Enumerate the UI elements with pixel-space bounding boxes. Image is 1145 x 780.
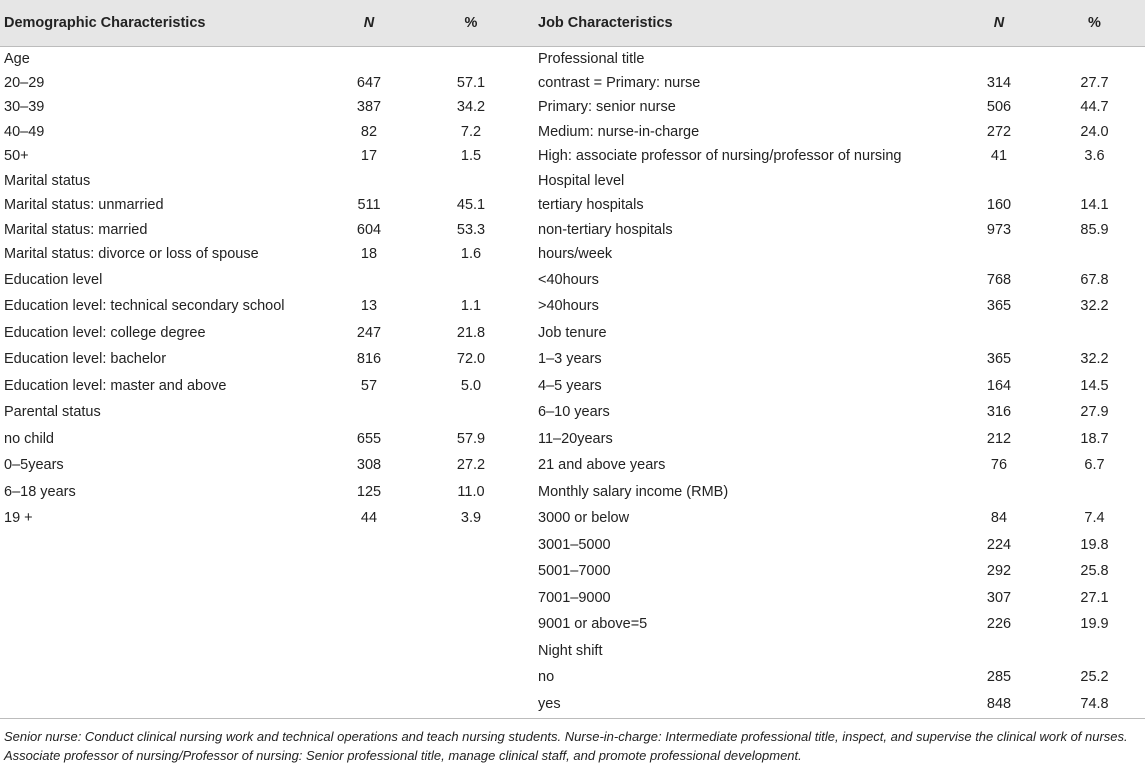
demographic-label: Education level: technical secondary school: [4, 298, 285, 315]
table-row: [0, 373, 1145, 400]
job-label: >40hours: [538, 298, 599, 315]
job-label: 5001–7000: [538, 563, 611, 580]
demographic-label: [0, 664, 330, 691]
demographic-pct: 27.2: [456, 457, 486, 474]
job-n: 316: [986, 404, 1012, 421]
table-row: [0, 95, 1145, 120]
demographic-pct: 21.8: [456, 324, 486, 341]
header-job: Job Characteristics: [534, 0, 954, 46]
table-row: [0, 664, 1145, 691]
table-row: [0, 346, 1145, 373]
demographic-pct: 1.5: [460, 148, 482, 165]
demographic-n: [330, 558, 408, 585]
table-body: [0, 46, 1145, 719]
demographic-pct: [408, 691, 534, 719]
demographic-label: Education level: [4, 271, 103, 288]
job-label: High: associate professor of nursing/professor of nursing: [538, 148, 902, 165]
demographic-n: [330, 585, 408, 612]
table-row: [0, 452, 1145, 479]
table-row: [0, 120, 1145, 145]
job-label: 6–10 years: [538, 404, 610, 421]
demographic-n: 125: [356, 483, 382, 500]
job-pct: 74.8: [1044, 691, 1145, 719]
demographic-pct: [408, 638, 534, 665]
demographic-n: 387: [356, 99, 382, 116]
job-pct: 67.8: [1080, 271, 1109, 288]
demographic-label: [0, 611, 330, 638]
job-n: 212: [986, 430, 1012, 447]
job-n: 76: [990, 457, 1008, 474]
job-label: no: [538, 669, 555, 686]
job-pct: 32.2: [1080, 351, 1109, 368]
demographic-pct: 45.1: [456, 197, 486, 214]
demographic-n: [330, 169, 408, 194]
job-label: Job tenure: [538, 324, 607, 341]
demographic-pct: [408, 664, 534, 691]
job-n: 272: [986, 123, 1012, 140]
job-pct: [1044, 638, 1145, 665]
job-label: yes: [534, 691, 954, 719]
job-pct: [1044, 320, 1145, 347]
table-row: [0, 293, 1145, 320]
demographic-pct: 11.0: [457, 483, 485, 500]
job-pct: [1044, 169, 1145, 194]
demographic-n: [330, 691, 408, 719]
job-n: 41: [990, 148, 1008, 165]
table-row: [0, 611, 1145, 638]
demographic-n: 57: [360, 377, 378, 394]
job-pct: 24.0: [1080, 123, 1109, 140]
demographic-n: 13: [360, 298, 378, 315]
demographic-label: 50+: [4, 148, 29, 165]
table-row: [0, 144, 1145, 169]
demographic-pct: 1.6: [460, 246, 482, 263]
job-pct: 32.2: [1080, 298, 1109, 315]
job-label: 1–3 years: [538, 351, 602, 368]
job-n: 314: [986, 74, 1012, 91]
demographic-pct: 3.9: [460, 510, 482, 527]
table-row: [0, 532, 1145, 559]
job-label: Monthly salary income (RMB): [538, 483, 729, 500]
job-pct: 27.1: [1080, 589, 1109, 606]
demographic-n: 18: [360, 246, 378, 263]
table-row: [0, 558, 1145, 585]
demographic-pct: [408, 267, 534, 294]
demographic-label: 40–49: [4, 123, 45, 140]
table-row: [0, 267, 1145, 294]
demographic-label: Marital status: divorce or loss of spouse: [4, 246, 259, 263]
job-label: 3000 or below: [538, 510, 630, 527]
demographic-n: 604: [356, 221, 382, 238]
job-label: non-tertiary hospitals: [538, 221, 673, 238]
header-row: [0, 0, 1145, 46]
demographic-n: [330, 399, 408, 426]
demographic-label: 20–29: [4, 74, 45, 91]
demographic-pct: 1.1: [460, 298, 482, 315]
job-pct: 44.7: [1080, 99, 1109, 116]
demographic-pct: 34.2: [456, 99, 486, 116]
job-n: 84: [990, 510, 1008, 527]
job-label: tertiary hospitals: [538, 197, 644, 214]
demographic-pct: 57.9: [456, 430, 486, 447]
demographic-label: Marital status: unmarried: [4, 197, 164, 214]
header-demographic-n: N: [330, 0, 408, 46]
demographic-n: 308: [356, 457, 382, 474]
demographic-label: [0, 691, 330, 719]
job-pct: 27.7: [1080, 74, 1109, 91]
demographic-n: 816: [356, 351, 382, 368]
job-pct: 7.4: [1084, 510, 1105, 527]
table-row: [0, 479, 1145, 506]
demographic-n: [330, 611, 408, 638]
table-row: [0, 218, 1145, 243]
demographic-n: 655: [356, 430, 382, 447]
demographic-pct: [408, 585, 534, 612]
table-row: [0, 242, 1145, 267]
job-label: 21 and above years: [538, 457, 666, 474]
job-label: 7001–9000: [538, 589, 611, 606]
job-n: 164: [986, 377, 1012, 394]
demographic-pct: 7.2: [460, 123, 482, 140]
table-row: [0, 169, 1145, 194]
demographic-label: Education level: bachelor: [4, 351, 167, 368]
demographic-label: Marital status: married: [4, 221, 148, 238]
demographic-n: 82: [360, 123, 378, 140]
job-label: <40hours: [538, 271, 599, 288]
demographic-label: [0, 638, 330, 665]
demographic-pct: 57.1: [456, 74, 486, 91]
table-row: [0, 399, 1145, 426]
demographic-pct: 5.0: [460, 377, 482, 394]
table-row: [0, 426, 1145, 453]
table-row: [0, 193, 1145, 218]
demographic-label: Education level: college degree: [4, 324, 206, 341]
job-label: Night shift: [538, 642, 603, 659]
demographic-pct: 72.0: [456, 351, 486, 368]
header-job-n: N: [954, 0, 1044, 46]
table-row: [0, 638, 1145, 665]
demographic-label: [0, 585, 330, 612]
job-label: Medium: nurse-in-charge: [538, 123, 700, 140]
job-label: 3001–5000: [538, 536, 611, 553]
job-pct: [1044, 479, 1145, 506]
job-pct: 27.9: [1080, 404, 1109, 421]
demographic-label: 6–18 years: [4, 483, 76, 500]
demographic-n: [330, 46, 408, 71]
job-pct: [1044, 242, 1145, 267]
job-n: 848: [954, 691, 1044, 719]
demographic-n: [330, 638, 408, 665]
job-pct: 3.6: [1084, 148, 1105, 165]
table-row: [0, 46, 1145, 71]
job-n: 365: [986, 298, 1012, 315]
job-n: 768: [986, 271, 1012, 288]
header-demographic: Demographic Characteristics: [0, 0, 330, 46]
table-row: [0, 585, 1145, 612]
job-n: [954, 46, 1044, 71]
demographic-label: [0, 558, 330, 585]
demographic-label: 19 +: [4, 510, 33, 527]
demographic-label: Parental status: [4, 404, 101, 421]
job-n: 285: [986, 669, 1012, 686]
demographic-n: [330, 664, 408, 691]
demographic-pct: [408, 169, 534, 194]
demographic-pct: [408, 399, 534, 426]
demographic-n: [330, 267, 408, 294]
header-demographic-pct: %: [408, 0, 534, 46]
table-row: [0, 320, 1145, 347]
demographic-pct: [408, 611, 534, 638]
demographic-n: 44: [360, 510, 378, 527]
job-n: [954, 638, 1044, 665]
job-label: Hospital level: [538, 172, 625, 189]
demographic-n: 247: [356, 324, 382, 341]
demographic-pct: [408, 558, 534, 585]
job-pct: [1044, 46, 1145, 71]
demographic-pct: 53.3: [456, 221, 486, 238]
job-n: 224: [986, 536, 1012, 553]
job-label: contrast = Primary: nurse: [538, 74, 701, 91]
demographic-label: Age: [4, 50, 30, 67]
demographic-label: [0, 532, 330, 559]
job-n: 292: [986, 563, 1012, 580]
demographic-pct: [408, 532, 534, 559]
job-label: 9001 or above=5: [538, 616, 648, 633]
demographic-n: 17: [360, 148, 378, 165]
job-pct: 18.7: [1080, 430, 1109, 447]
job-label: 4–5 years: [538, 377, 602, 394]
demographic-label: no child: [4, 430, 54, 447]
demographic-label: 0–5years: [4, 457, 64, 474]
job-label: hours/week: [538, 246, 613, 263]
header-job-pct: %: [1044, 0, 1145, 46]
job-pct: 85.9: [1080, 221, 1109, 238]
job-n: 160: [986, 197, 1012, 214]
job-label: 11–20years: [538, 430, 613, 447]
demographic-label: Marital status: [4, 172, 91, 189]
table-row: [0, 691, 1145, 719]
table-row: [0, 505, 1145, 532]
demographic-n: [330, 532, 408, 559]
table-footnote: Senior nurse: Conduct clinical nursing work and technical operations and teach nursing students. Nurse-in-charge: Intermediate professional title, inspect, and supervise the clinical work of nurses. Associate professor of nursing/Professor of nursing: Senior professional title, manage clinical staff, and promote professional development.: [4, 729, 1128, 763]
table-row: [0, 71, 1145, 96]
job-n: 365: [986, 351, 1012, 368]
demographic-pct: [408, 46, 534, 71]
demographic-label: 30–39: [4, 99, 45, 116]
job-pct: 14.5: [1080, 377, 1109, 394]
job-label: Professional title: [538, 50, 645, 67]
job-n: 506: [986, 99, 1012, 116]
job-pct: 19.9: [1080, 616, 1109, 633]
job-n: 226: [986, 616, 1012, 633]
job-n: [954, 242, 1044, 267]
job-pct: 14.1: [1080, 197, 1109, 214]
job-pct: 19.8: [1080, 536, 1109, 553]
job-n: [954, 169, 1044, 194]
job-pct: 6.7: [1084, 457, 1105, 474]
demographic-n: 647: [356, 74, 382, 91]
demographic-label: Education level: master and above: [4, 377, 227, 394]
job-pct: 25.8: [1080, 563, 1109, 580]
job-n: 307: [986, 589, 1012, 606]
table-header: [0, 0, 1145, 46]
job-pct: 25.2: [1080, 669, 1109, 686]
job-n: [954, 479, 1044, 506]
job-n: [954, 320, 1044, 347]
demographic-n: 511: [357, 197, 381, 214]
job-label: Primary: senior nurse: [538, 99, 676, 116]
job-n: 973: [986, 221, 1012, 238]
